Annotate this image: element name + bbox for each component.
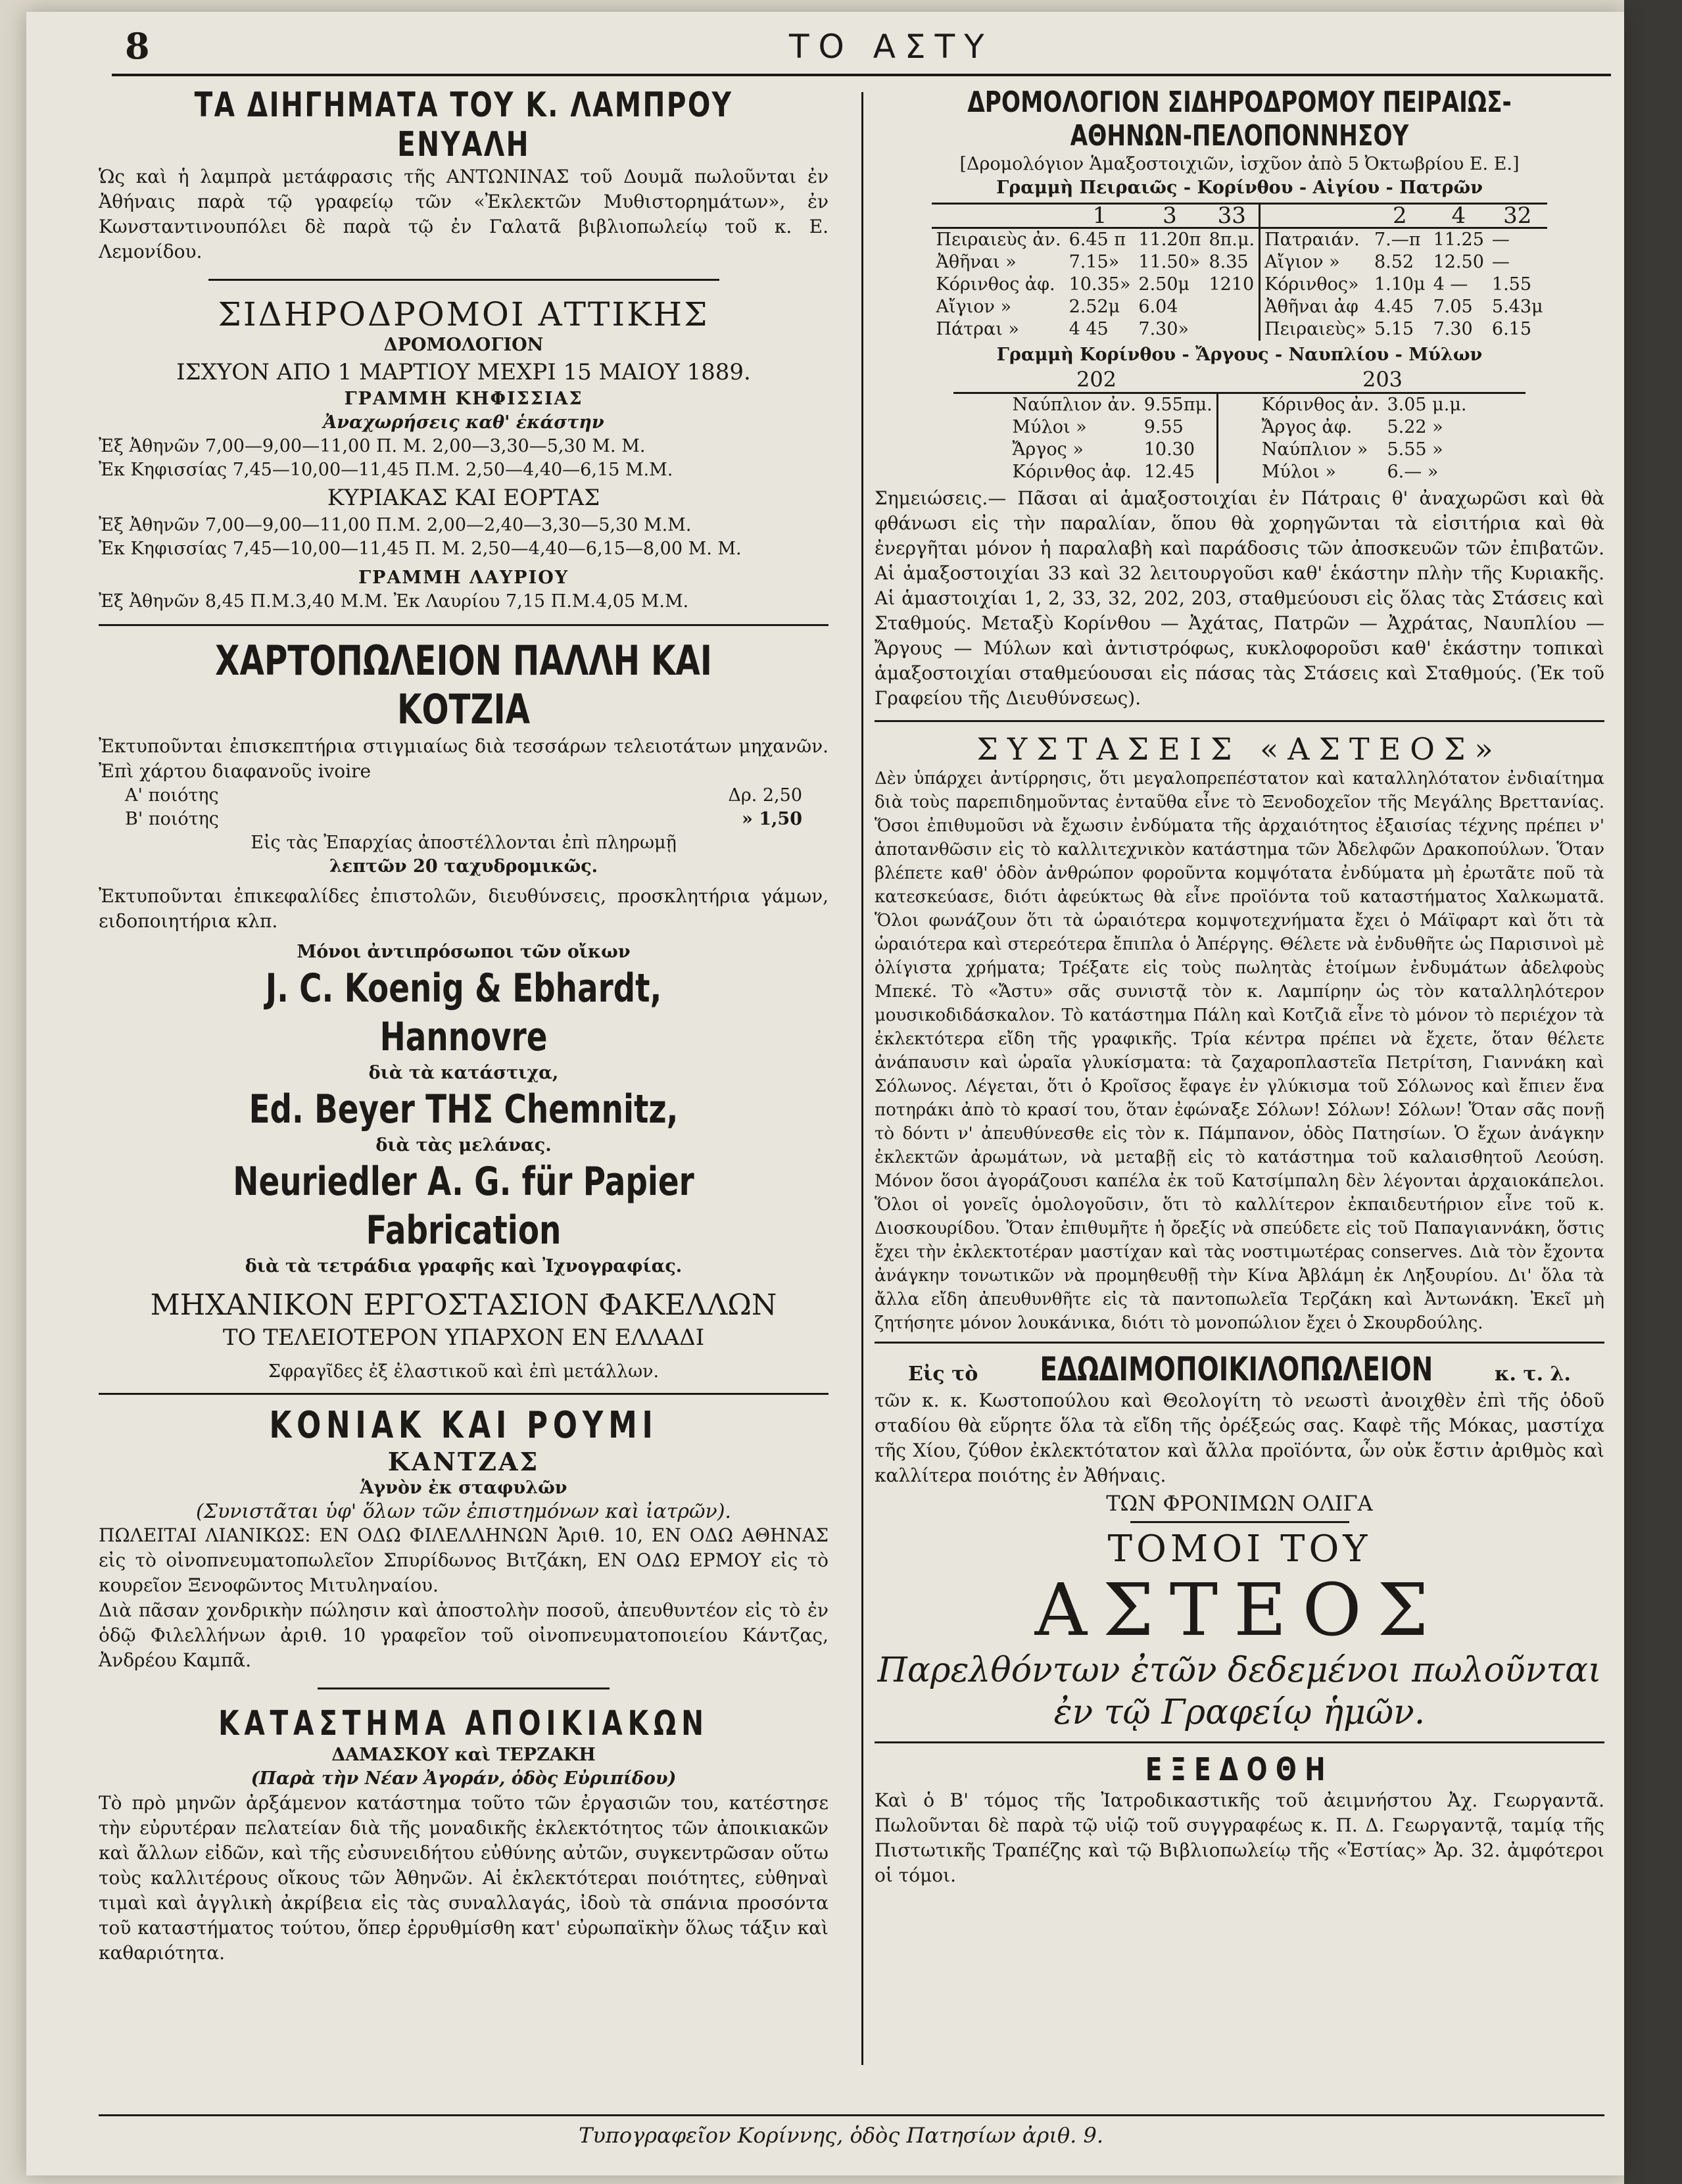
firm-koenig: J. C. Koenig & Ebhardt, Hannovre (265, 965, 662, 1060)
td (1205, 318, 1259, 341)
right-column (875, 85, 1604, 1888)
td: 10.30 (1143, 439, 1195, 460)
volumes-line3: Παρελθόντων ἐτῶν δεδεμένοι πωλοῦνται (877, 1651, 1602, 1690)
factory-line2: ΤΟ ΤΕΛΕΙΟΤΕΡΟΝ ΥΠΑΡΧΟΝ ΕΝ ΕΛΛΑΔΙ (222, 1324, 705, 1351)
colonial-ad (99, 1704, 829, 1966)
th: 32 (1488, 204, 1547, 228)
volumes-ad (875, 1528, 1604, 1734)
td: Αἴγιον » (936, 297, 1011, 317)
td: 1210 (1205, 274, 1259, 296)
railway-notes: Σημειώσεις.— Πᾶσαι αἱ ἁμαξοστοιχίαι ἐν Πάτραις θ' ἀναχωρῶσι καὶ θὰ φθάνωσι εἰς τὴν παραλίαν, ὅπου θὰ χορηγῶνται τὰ εἰσιτήρια καὶ θὰ ἐνεργῆται μόνον ἡ παραλαβὴ καὶ παράδοσις τῶν ἀποσκευῶν τῶν ἐπιβατῶν. Αἱ ἁμαξοστοιχίαι 33 καὶ 32 λειτουργοῦσι καθ' ἑκάστην πλὴν τῆς Κυριακῆς. Αἱ ἁμαστοιχίαι 1, 2, 33, 32, 202, 203, σταθμεύουσι εἰς ὅλας τὰς Στάσεις καὶ Σταθμούς. Μεταξὺ Κορίνθου — Ἀχάτας, Πατρῶν — Ἀχράτας, Ναυπλίου — Ἄργους — Μύλων καὶ ἀντιστρόφως, κυκλοφοροῦσι καθ' ἑκάστην τοπικαὶ ἁμαξοστοιχίαι σταθμεύουσαι εἰς πάσας τὰς Στάσεις καὶ Σταθμούς. (Ἐκ τοῦ Γραφείου τῆς Διευθύνσεως). (875, 487, 1604, 709)
grocery-heading (875, 1350, 1604, 1388)
printer-footer: Τυπογραφεῖον Κορίννης, ὁδὸς Πατησίων ἀριθ. 9. (578, 2123, 1104, 2148)
td: Κόρινθος ἀν. (1261, 395, 1380, 415)
td: Πειραιεὺς» (1264, 319, 1366, 339)
kifisia-line-title: ΓΡΑΜΜΗ ΚΗΦΙΣΣΙΑΣ (344, 389, 583, 409)
timetable-row (1009, 394, 1218, 416)
timetable-row (1258, 439, 1471, 461)
td: 7.05 (1433, 297, 1473, 317)
td: 5.22 » (1387, 417, 1443, 437)
td: — (1491, 252, 1510, 272)
th: 3 (1134, 204, 1205, 228)
timetable-row (932, 274, 1547, 296)
paper-shop-ad (99, 637, 829, 1384)
seals-note: Σφραγῖδες ἐξ ἐλαστικοῦ καὶ ἐπὶ μετάλλων. (268, 1361, 660, 1382)
cognac-wholesale: Διὰ πᾶσαν χονδρικὴν πώλησιν καὶ ἀποστολὴν ποσοῦ, ἀπευθυντέον εἰς τὸ ἐν ὁδῷ Φιλελλήνων ἀριθ. 10 γραφεῖον τοῦ οἰνοπνευματοποιείου Κάντζας, Ἀνδρέου Καμπᾶ. (99, 1599, 829, 1671)
published-title: ΕΞΕΔΟΘΗ (1145, 1751, 1334, 1788)
masthead-rule (112, 74, 1611, 76)
th: 4 (1430, 204, 1488, 228)
td: 4.45 (1374, 297, 1414, 317)
td: 8π.μ. (1205, 228, 1259, 252)
lambrou-title: ΤΑ ΔΙΗΓΗΜΑΤΑ ΤΟΥ Κ. ΛΑΜΠΡΟΥ ΕΝΥΑΛΗ (194, 85, 733, 164)
sun-from-athens: Ἐξ Ἀθηνῶν 7,00—9,00—11,00 Π.Μ. 2,00—2,40—3,30—5,30 Μ.Μ. (99, 515, 692, 535)
rule (99, 1393, 829, 1395)
volumes-line2: ΑΣΤΕΟΣ (1034, 1568, 1445, 1652)
td: Κόρινθος ἀφ. (1012, 462, 1132, 482)
td: — (1491, 230, 1510, 250)
kifisia-from-kifisia: Ἐκ Κηφισσίας 7,45—10,00—11,45 Π.Μ. 2,50—4,40—6,15 Μ.Μ. (99, 460, 673, 480)
grocery-text: τῶν κ. κ. Κωστοπούλου καὶ Θεολογίτη τὸ νεωστὶ ἀνοιχθὲν ἐπὶ τῆς ὁδοῦ σταδίου θὰ εὕρητε ὅλα τὰ εἴδη τῆς ὀρέξεώς σας. Καφὲ τῆς Μόκας, μαστίχα τῆς Χίου, ζύθον ἐκλεκτότατον καὶ ἄλλα προϊόντα, ὧν οὐκ ἔστιν ἀριθμὸς καὶ καλλίτερα ποιότης ἐν Ἀθήναις. (875, 1390, 1604, 1486)
recommendations-text: Δὲν ὑπάρχει ἀντίρρησις, ὅτι μεγαλοπρεπέστατον καὶ καταλληλότατον ἐνδιαίτημα διὰ τοὺς παρεπιδημοῦντας ἐνταῦθα εἶνε τὸ Ξενοδοχεῖον τῆς Μεγάλης Βρεττανίας. Ὅσοι ἐπιθυμοῦσι νὰ ἔχωσιν ἐνδύματα τῆς ἀρχαιότητος ἐξαισίας τέχνης πρέπει ν' ἀποτανθῶσιν εἰς τὸ καλλιτεχνικὸν κατάστημα τῶν Ἀδελφῶν Δρακοπούλων. Ὅταν βλέπετε καθ' ὁδὸν ἀνθρώπον φοροῦντα κομψότατα ἐνδύματα μὴ ἐρωτᾶτε ποῦ τὰ κατεσκεύασε, διότι ἀφεύκτως θὰ εἶνε προϊόντα τοῦ καταστήματος Χαλκωματᾶ. Ὅλοι φωνάζουν ὅτι τὰ ὡραιότερα κομψοτεχνήματα ἔχει ὁ Μάϊφαρτ καὶ ὅτι τὰ ὡραιότερα καὶ στερεότερα ἔπιπλα ὁ Ἀπέργης. Θέλετε νὰ ἐνδυθῆτε ὡς Παρισινοὶ μὲ ὀλίγιστα χρήματα; Τρέξατε εἰς τοὺς πωλητὰς ἑτοίμων ἐνδυμάτων ἀδελφοὺς Μπεκέ. Τὸ «Ἄστυ» σᾶς συνιστᾷ τὸν κ. Λαμπίρην ὡς τὸν καταλληλότερον μουσικοδιδάσκαλον. Τὸ κατάστημα Πάλη καὶ Κοτζιᾶ εἶνε τὸ μόνον τὸ περιέχον τὰ ἐκλεκτότερα εἴδη τῆς γραφικῆς. Τρία κέντρα πρέπει νὰ ἔχετε, ὅταν θέλετε ἀνάπαυσιν καὶ ὡραῖα γλυκίσματα: τὰ ζαχαροπλαστεῖα Πετρίτση, Γιαννάκη καὶ Σόλωνος. Λέγεται, ὅτι ὁ Κροῖσος ἔφαγε ἐν γλύκισμα τοῦ Σόλωνος καὶ ἔπιεν ἕνα ποτηράκι ἀπὸ τὸ κρασί του, ὅταν ἐφώναξε Σόλων! Σόλων! Σόλων! Ὅταν σᾶς πονῇ τὸ δόντι ν' ἀπευθύνεσθε εἰς τὸν κ. Πάμπανον, ὁδὸς Πατησίων. Ὁ ἔχων ἀνάγκην ἐκλεκτῶν ἀρωμάτων, νὰ μεταβῇ εἰς τὸ κατάστημα τοῦ καλαισθητοῦ Λεούση. Μόνον ὅσοι ἀγοράζουσι καπέλα ἐκ τοῦ Κατσίμπαλη δὲν λέγονται ἀρχαιοκάπελοι. Ὅλοι οἱ γονεῖς ὁμολογοῦσιν, ὅτι τὸ καλλίτερον ἐκπαιδευτήριον εἶνε τοῦ κ. Διοσκουρίδου. Ὅταν ἐπιθυμῆτε ἡ ὄρεξίς νὰ σπεύδετε εἰς τοῦ Παπαγιαννάκη, ὅστις ἔχει τὴν ἐκλεκτοτέραν μαστίχαν καὶ τὰς νοστιμωτέρας conserves. Διὰ τὸν ἔχοντα ἀνάγκην τονωτικῶν νὰ προμηθευθῇ τὴν Κίνα Ἀβλάμη ἐκ Ληξουρίου. Δι' ὅλα τὰ ἄλλα εἴδη ἀπευθυνθῆτε εἰς τὰ παντοπωλεῖα Τερζάκη καὶ Ἀντωνάκη. Ἐκεῖ μὴ ζητήσητε μόνον λουκάνικα, διότι τὸ μονοπώλιον ἔχει ὁ Σκουρδούλης. (875, 769, 1604, 1333)
td: 7.—π (1374, 230, 1421, 250)
timetable-row (1258, 461, 1471, 483)
td: Μύλοι » (1261, 462, 1336, 482)
timetable-row (932, 318, 1547, 341)
lavrio-times: Ἐξ Ἀθηνῶν 8,45 Π.Μ.3,40 Μ.Μ. Ἐκ Λαυρίου 7,15 Π.Μ.4,05 Μ.Μ. (99, 591, 689, 612)
grocery-title: ΕΔΩΔΙΜΟΠΟΙΚΙΛΟΠΩΛΕΙΟΝ (1040, 1350, 1433, 1388)
firm-beyer-for: διὰ τὰς μελάνας. (375, 1135, 552, 1155)
cognac-recommended: (Συνιστᾶται ὑφ' ὅλων τῶν ἐπιστημόνων καὶ ἰατρῶν). (196, 1500, 731, 1523)
cognac-retail: ΠΩΛΕΙΤΑΙ ΛΙΑΝΙΚΩΣ: ΕΝ ΟΔΩ ΦΙΛΕΛΛΗΝΩΝ Ἀριθ. 10, ΕΝ ΟΔΩ ΑΘΗΝΑΣ εἰς τὸ οἰνοπνευματοπωλεῖον Σπυρίδωνος Βιτζάκη, ΕΝ ΟΔΩ ΕΡΜΟΥ εἰς τὸ κουρεῖον Ξενοφῶντος Μιτυληναίου. (99, 1524, 829, 1596)
rule (1130, 1521, 1349, 1523)
volumes-line1: ΤΟΜΟΙ ΤΟΥ (1107, 1528, 1372, 1570)
lambrou-ad (99, 85, 829, 264)
th: 33 (1205, 204, 1259, 228)
timetable-row (1009, 439, 1218, 461)
sun-from-kifisia: Ἐκ Κηφισσίας 7,45—10,00—11,45 Π. Μ. 2,50—4,40—6,15—8,00 Μ. Μ. (99, 539, 742, 559)
attiki-validity: ΙΣΧΥΟΝ ΑΠΟ 1 ΜΑΡΤΙΟΥ ΜΕΧΡΙ 15 ΜΑΙΟΥ 1889. (176, 359, 751, 385)
lambrou-text: Ὡς καὶ ἡ λαμπρὰ μετάφρασις τῆς ΑΝΤΩΝΙΝΑΣ τοῦ Δουμᾶ πωλοῦνται ἐν Ἀθήναις παρὰ τῷ γραφείῳ τῶν «Ἐκλεκτῶν Μυθιστορημάτων», ἐν Κωνσταντινουπόλει δὲ παρὰ τῷ ἐν Γαλατᾶ βιβλιοπωλείῳ τοῦ κ. Ε. Λεμονίδου. (99, 166, 829, 262)
td: Ἄργος ἀφ. (1261, 417, 1353, 437)
td: 9.55 (1143, 417, 1184, 437)
td: Ναύπλιον » (1261, 439, 1368, 460)
line2-title: Γραμμὴ Κορίνθου - Ἄργους - Ναυπλίου - Μύλων (996, 345, 1483, 365)
timetable-row (1009, 461, 1218, 483)
paper-shop-title: ΧΑΡΤΟΠΩΛΕΙΟΝ ΠΑΛΛΗ ΚΑΙ ΚΟΤΖΙΑ (215, 637, 712, 733)
footer-rule (99, 2114, 1604, 2116)
sundays-title: ΚΥΡΙΑΚΑΣ ΚΑΙ ΕΟΡΤΑΣ (327, 485, 600, 511)
timetable-row (1258, 416, 1471, 439)
factory-line1: ΜΗΧΑΝΙΚΟΝ ΕΡΓΟΣΤΑΣΙΟΝ ΦΑΚΕΛΛΩΝ (150, 1288, 777, 1322)
attiki-title: ΣΙΔΗΡΟΔΡΟΜΟΙ ΑΤΤΙΚΗΣ (218, 295, 709, 333)
paper-shop-intro: Ἐκτυποῦνται ἐπισκεπτήρια στιγμιαίως διὰ τεσσάρων τελειοτάτων μηχανῶν. Ἐπὶ χάρτου διαφανοῦς ivoire (99, 735, 829, 782)
railway-title: ΔΡΟΜΟΛΟΓΙΟΝ ΣΙΔΗΡΟΔΡΟΜΟΥ ΠΕΙΡΑΙΩΣ-ΑΘΗΝΩΝ-ΠΕΛΟΠΟΝΝΗΣΟΥ (967, 85, 1512, 153)
firm-neuriedler: Neuriedler A. G. für Papier Fabrication (233, 1159, 694, 1253)
column-divider (861, 92, 863, 2065)
firm-koenig-for: διὰ τὰ κατάστιχα, (368, 1063, 559, 1083)
page-number: 8 (125, 25, 150, 67)
rule (875, 1342, 1604, 1344)
cognac-pure: Ἁγνὸν ἐκ σταφυλῶν (360, 1478, 567, 1498)
td: Ἀθῆναι » (936, 252, 1017, 272)
quality-a: Α' ποιότης (125, 785, 219, 806)
td: 10.35» (1069, 274, 1131, 295)
price-b: » 1,50 (741, 809, 802, 829)
firm-beyer: Ed. Beyer ΤΗΣ Chemnitz, (249, 1086, 679, 1132)
kifisia-from-athens: Ἐξ Ἀθηνῶν 7,00—9,00—11,00 Π. Μ. 2,00—3,30—5,30 Μ. Μ. (99, 436, 646, 456)
timetable-header (932, 204, 1547, 228)
td: Πάτραι » (936, 319, 1019, 339)
sole-agents: Μόνοι ἀντιπρόσωποι τῶν οἴκων (297, 942, 631, 962)
cognac-title: ΚΟΝΙΑΚ ΚΑΙ ΡΟΥΜΙ (269, 1404, 658, 1447)
recommendations-title: ΣΥΣΤΑΣΕΙΣ «ΑΣΤΕΟΣ» (976, 731, 1502, 767)
th (932, 204, 1065, 228)
td: 6.45 π (1069, 230, 1126, 250)
timetable-row (932, 228, 1547, 252)
td: Ἄργος » (1012, 439, 1084, 460)
train-202: 202 (1076, 367, 1117, 392)
published-text: Καὶ ὁ Β' τόμος τῆς Ἰατροδικαστικῆς τοῦ ἀειμνήστου Ἀχ. Γεωργαντᾶ. Πωλοῦνται δὲ παρὰ τῷ υἱῷ τοῦ συγγραφέως κ. Π. Δ. Γεωργαντᾷ, ταμίᾳ τῆς Πιστωτικῆς Τραπέζης καὶ τῷ Βιβλιοπωλείῳ τῆς «Ἑστίας» Ἀρ. 32. ἀμφότεροι οἱ τόμοι. (875, 1789, 1604, 1886)
td: 7.15» (1069, 252, 1120, 272)
lavrio-line-title: ΓΡΑΜΜΗ ΛΑΥΡΙΟΥ (358, 568, 569, 588)
line2-timetables (875, 394, 1604, 483)
td: 4 — (1433, 274, 1468, 295)
td: Πειραιεὺς ἀν. (936, 230, 1061, 250)
td: 8.35 (1205, 251, 1259, 274)
attiki-railways (99, 295, 829, 614)
provinces-note: Εἰς τὰς Ἐπαρχίας ἀποστέλλονται ἐπὶ πληρωμῇ (251, 833, 677, 853)
timetable-row (1258, 394, 1471, 416)
td: Πατραιάν. (1264, 230, 1360, 250)
td: Ναύπλιον ἀν. (1012, 395, 1136, 415)
th: 1 (1065, 204, 1135, 228)
td: 2.52μ (1069, 297, 1120, 317)
td: 5.15 (1374, 319, 1414, 339)
td: 11.50» (1138, 252, 1201, 272)
volumes-line4: ἐν τῷ Γραφείῳ ἡμῶν. (1053, 1693, 1426, 1732)
cognac-ad (99, 1404, 829, 1673)
price-row-b (99, 808, 829, 831)
price-a: Δρ. 2,50 (728, 785, 802, 806)
td (1205, 296, 1259, 318)
td: Μύλοι » (1012, 417, 1087, 437)
td: 5.43μ (1491, 297, 1543, 317)
attiki-subtitle: ΔΡΟΜΟΛΟΓΙΟΝ (383, 335, 544, 355)
td: 11.20π (1138, 230, 1201, 250)
td: 1.10μ (1374, 274, 1426, 295)
line1-title: Γραμμὴ Πειραιῶς - Κορίνθου - Αἰγίου - Πατρῶν (996, 178, 1483, 198)
td: 3.05 μ.μ. (1387, 395, 1467, 415)
departures-label: Ἀναχωρήσεις καθ' ἑκάστην (323, 412, 604, 433)
grocery-ad (875, 1350, 1604, 1516)
published-ad (875, 1751, 1604, 1888)
train-203: 203 (1362, 367, 1403, 392)
firm-neuriedler-for: διὰ τὰ τετράδια γραφῆς καὶ Ἰχνογραφίας. (245, 1256, 683, 1276)
td: 7.30 (1433, 319, 1473, 339)
td: Αἴγιον » (1264, 252, 1340, 272)
timetable-202 (1009, 394, 1218, 483)
recommendations (875, 731, 1604, 1335)
td: 8.52 (1374, 252, 1414, 272)
masthead-title: ΤΟ ΑΣΤΥ (789, 28, 994, 66)
td: 4 45 (1069, 319, 1109, 339)
grocery-suffix: κ. τ. λ. (1495, 1363, 1571, 1386)
td: 1.55 (1491, 274, 1532, 295)
rule (875, 720, 1604, 722)
colonial-owners: ΔΑΜΑΣΚΟΥ καὶ ΤΕΡΖΑΚΗ (331, 1745, 596, 1765)
grocery-prefix: Εἰς τὸ (908, 1363, 978, 1386)
timetable-1 (932, 203, 1547, 341)
also-printed: Ἐκτυποῦνται ἐπικεφαλίδες ἐπιστολῶν, διευθύνσεις, προσκλητήρια γάμων, ειδοποιητήρια κλπ. (99, 885, 829, 932)
colonial-address: (Παρὰ τὴν Νέαν Ἀγοράν, ὁδὸς Εὐριπίδου) (251, 1768, 677, 1789)
td: 7.30» (1138, 319, 1189, 339)
td: 11.25 (1433, 230, 1484, 250)
th (1260, 204, 1370, 228)
rule (318, 1687, 610, 1689)
page-edge-shadow (1624, 0, 1682, 2184)
colonial-title: ΚΑΤΑΣΤΗΜΑ ΑΠΟΙΚΙΑΚΩΝ (218, 1704, 709, 1743)
timetable-row (932, 251, 1547, 274)
rule (208, 279, 719, 281)
td: 6.— » (1387, 462, 1439, 482)
td: 12.50 (1433, 252, 1484, 272)
td: Ἀθῆναι ἀφ (1264, 297, 1358, 317)
colonial-text: Τὸ πρὸ μηνῶν ἀρξάμενον κατάστημα τοῦτο τῶν ἐργασιῶν του, κατέστησε τὴν εὐρυτέραν πελατείαν διὰ τῆς μοναδικῆς ἐκλεκτότητος τῶν ἀποικιακῶν καὶ ἄλλων εἰδῶν, καὶ τῆς εὐσυνειδήτου εὐθύνης αὐτῶν, συγκεντρῶσαν οὕτω τοὺς καλλιτέρους οἴκους τῶν Ἀθηνῶν. Αἱ ἐκλεκτότεραι ποιότητες, εὐθηναὶ τιμαὶ καὶ ἀγγλικὴ ἀκρίβεια εἰς τὰς συναλλαγάς, ἰδοὺ τὰ σπάνια προσόντα τοῦ καταστήματος τούτου, ὅπερ ἐρρυθμίσθη κατ' εὐρωπαϊκὴν ὅλως τάξιν καὶ καθαριότητα. (99, 1792, 829, 1964)
timetable-row (932, 296, 1547, 318)
quality-b: Β' ποιότης (125, 809, 219, 829)
railway-note: [Δρομολόγιον Ἁμαξοστοιχιῶν, ἰσχῦον ἀπὸ 5 Ὀκτωβρίου Ε. Ε.] (959, 154, 1520, 174)
few-wise: ΤΩΝ ΦΡΟΝΙΜΩΝ ΟΛΙΓΑ (1106, 1491, 1373, 1516)
rule (99, 624, 829, 626)
td: Κόρινθος» (1264, 274, 1359, 295)
price-row-a (99, 784, 829, 808)
line2-trains (953, 367, 1526, 394)
peloponnese-railway (875, 85, 1604, 711)
td: 6.04 (1138, 297, 1178, 317)
left-column (99, 85, 829, 1966)
rule (875, 1741, 1604, 1743)
th: 2 (1370, 204, 1430, 228)
td: Κόρινθος ἀφ. (936, 274, 1055, 295)
td: 6.15 (1491, 319, 1532, 339)
cognac-brand: ΚΑΝΤΖΑΣ (387, 1447, 540, 1476)
td: 12.45 (1143, 462, 1195, 482)
td: 9.55πμ. (1143, 395, 1213, 415)
postage-note: λεπτῶν 20 ταχυδρομικῶς. (329, 856, 598, 877)
timetable-203 (1258, 394, 1471, 483)
timetable-row (1009, 416, 1218, 439)
td: 2.50μ (1138, 274, 1190, 295)
td: 5.55 » (1387, 439, 1443, 460)
